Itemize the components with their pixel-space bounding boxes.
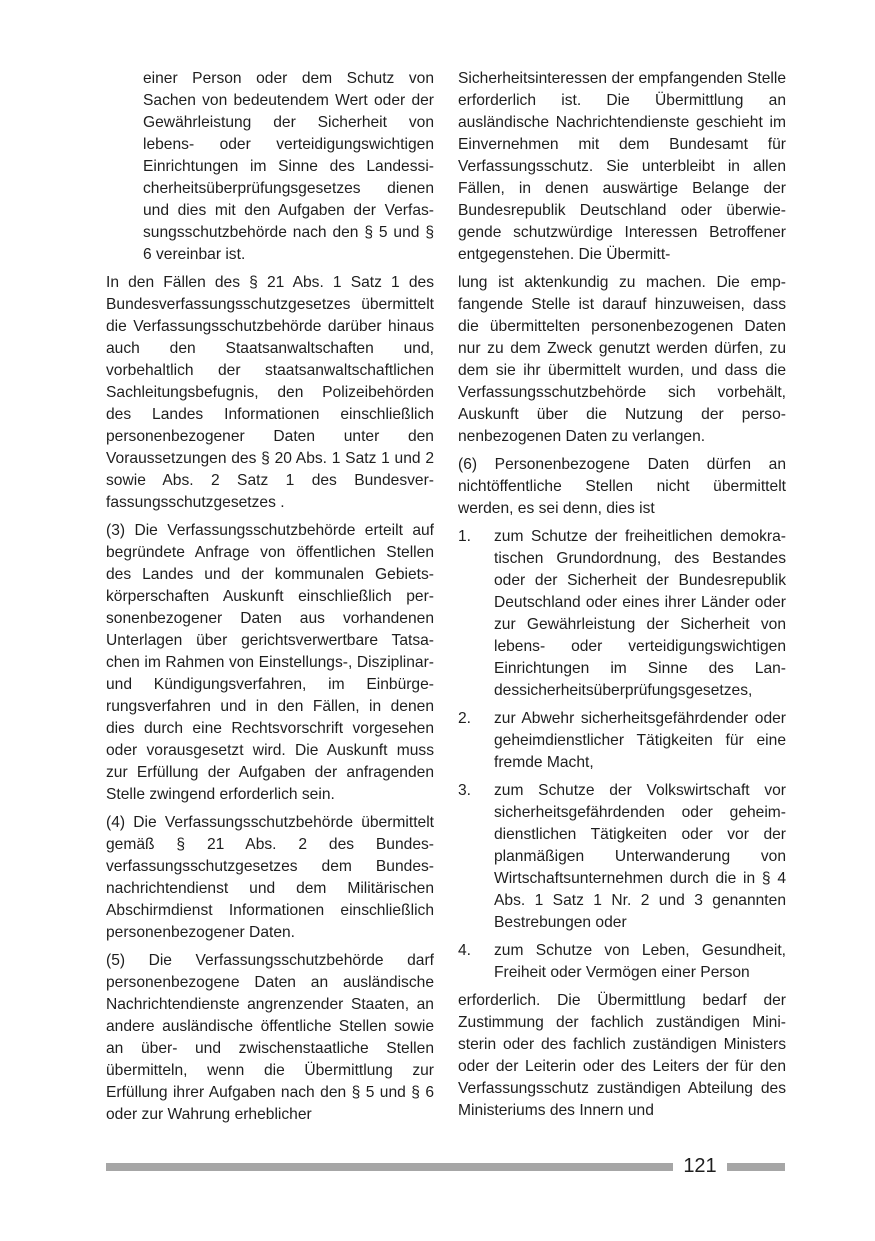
numbered-list [458,526,786,984]
paragraph-5: (5) Die Verfassungsschutzbehörde darf personenbezogene Daten an ausländische Nachrichtendienste angrenzender Staaten, an andere ausländische öffentliche Stellen sowie an über- und zwischenstaatliche Stellen übermitteln, wenn die Übermittlung zur Erfüllung ihrer Aufgaben nach den § 5 und § 6 oder zur Wahrung erheblicher [106,952,434,1123]
page-footer [106,1156,785,1178]
paragraph-5-continuation: Sicherheitsinteressen der empfangenden Stelle erforderlich ist. Die Übermittlung an ausländische Nachrichtendienste geschieht im Einvernehmen mit dem Bundesamt für Verfassungsschutz. Sie unterbleibt in allen Fällen, in denen auswärtige Belange der Bundesrepublik Deutschland oder überwiegende schutzwürdige Interessen Betroffener entgegenstehen. Die Übermitt- [458,70,786,263]
paragraph-3: (3) Die Verfassungsschutzbehörde erteilt auf begründete Anfrage von öffentlichen Stellen des Landes und der kommunalen Gebietskörperschaften Auskunft einschließlich personenbezogener Daten aus vorhandenen Unterlagen über gerichtsverwertbare Tatsachen im Rahmen von Einstellungs-, Disziplinar- und Kündigungsverfahren, im Einbürgerungsverfahren und in den Fällen, in denen dies durch eine Rechtsvorschrift vorgesehen oder vorausgesetzt wird. Die Auskunft muss zur Erfüllung der Aufgaben der anfragenden Stelle zwingend erforderlich sein. [106,522,434,803]
list-item [458,708,786,774]
paragraph-21: In den Fällen des § 21 Abs. 1 Satz 1 des Bundesverfassungsschutzgesetzes übermittelt die Verfassungsschutzbehörde darüber hinaus auch den Staatsanwaltschaften und, vorbehaltlich der staatsanwaltschaftlichen Sachleitungsbefugnis, den Polizeibehörden des Landes Informationen einschließlich personenbezogener Daten unter den Voraussetzungen des § 20 Abs. 1 Satz 1 und 2 sowie Abs. 2 Satz 1 des Bundesverfassungsschutzgesetzes . [106,274,434,511]
list-item [458,940,786,984]
list-item-text: zum Schutze der Volkswirtschaft vor sicherheitsgefährdenden oder geheimdienstlichen Tätigkeiten oder vor der planmäßigen Unterwanderung von Wirtschaftsunternehmen durch die in § 4 Abs. 1 Satz 1 Nr. 2 und 3 genannten Bestrebungen oder [494,782,786,931]
right-column [458,68,786,1128]
paragraph-4: (4) Die Verfassungsschutzbehörde übermittelt gemäß § 21 Abs. 2 des Bundesverfassungsschutzgesetzes dem Bundesnachrichtendienst und dem Militärischen Abschirmdienst Informationen einschließlich personenbezogener Daten. [106,814,434,941]
paragraph-6-end: erforderlich. Die Übermittlung bedarf der Zustimmung der fachlich zuständigen Ministerin oder des fachlich zuständigen Ministers oder der Leiterin oder des Leiters der für den Verfassungsschutz zuständigen Abteilung des Ministeriums des Innern und [458,992,786,1119]
list-item-number: 2. [458,710,472,727]
list-item-number: 3. [458,782,472,799]
list-item-text: zum Schutze der freiheitlichen demokratischen Grundordnung, des Bestandes oder der Sicherheit der Bundesrepublik Deutschland oder eines ihrer Länder oder zur Gewährleistung der Sicherheit von lebens- oder verteidigungswichtigen Einrichtungen im Sinne des Landessicherheitsüberprüfungsgesetzes, [494,528,786,699]
list-item [458,780,786,934]
list-item-number: 4. [458,942,472,959]
left-column [106,68,434,1132]
continuation-paragraph: einer Person oder dem Schutz von Sachen von bedeutendem Wert oder der Gewährleistung der Sicherheit von lebens- oder verteidigungswichtigen Einrichtungen im Sinne des Landessicherheitsüberprüfungsgesetzes dienen und dies mit den Aufgaben der Verfassungsschutzbehörde nach den § 5 und § 6 vereinbar ist. [143,70,434,263]
page-number: 121 [683,1155,717,1177]
paragraph-6-intro: (6) Personenbezogene Daten dürfen an nichtöffentliche Stellen nicht übermittelt werden, es sei denn, dies ist [458,456,786,517]
footer-rule-left [106,1163,673,1171]
list-item-number: 1. [458,528,472,545]
list-item [458,526,786,702]
list-item-text: zum Schutze von Leben, Gesundheit, Freiheit oder Vermögen einer Person [494,942,786,981]
footer-rule-right [727,1163,785,1171]
list-item-text: zur Abwehr sicherheitsgefährdender oder geheimdienstlicher Tätigkeiten für eine fremde Macht, [494,710,786,771]
paragraph-5-continuation-2: lung ist aktenkundig zu machen. Die empfangende Stelle ist darauf hinzuweisen, dass die übermittelten personenbezogenen Daten nur zu dem Zweck genutzt werden dürfen, zu dem sie ihr übermittelt wurden, und dass die Verfassungsschutzbehörde sich vorbehält, Auskunft über die Nutzung der personenbezogenen Daten zu verlangen. [458,274,786,445]
